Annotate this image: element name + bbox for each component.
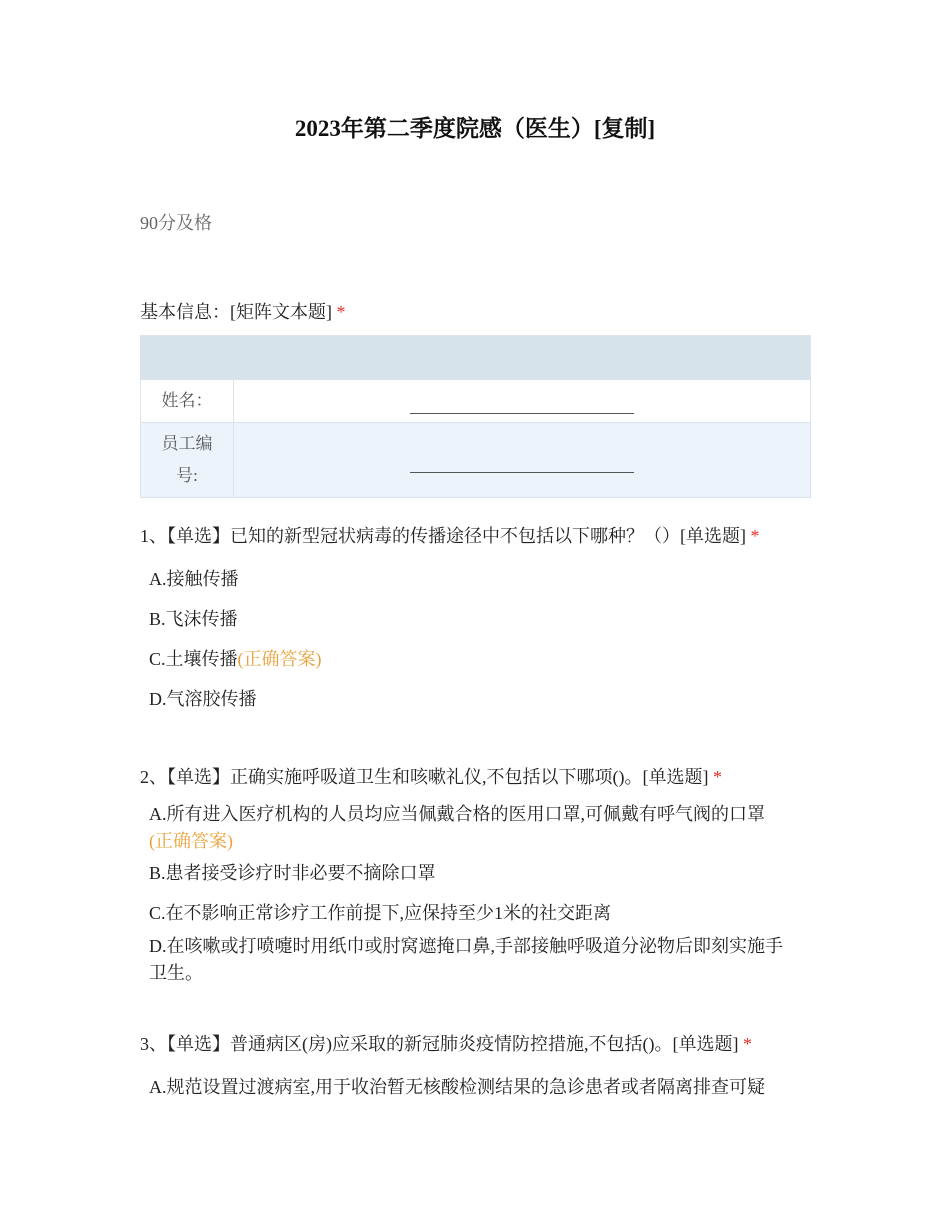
matrix-row-employee-id (141, 423, 811, 498)
employee-id-field[interactable] (234, 423, 811, 498)
q2-option-b[interactable] (149, 860, 799, 887)
blank-line (410, 452, 634, 473)
q1-option-c[interactable] (149, 646, 799, 673)
question-text: 1、【单选】已知的新型冠状病毒的传播途径中不包括以下哪种？（）[单选题] (140, 526, 746, 546)
option-text: D.在咳嗽或打喷嚏时用纸巾或肘窝遮掩口鼻,手部接触呼吸道分泌物后即刻实施手卫生。 (149, 936, 783, 983)
matrix-header-blank (141, 336, 234, 380)
option-text: B.飞沫传播 (149, 609, 238, 629)
survey-title: 2023年第二季度院感（医生）[复制] (294, 116, 656, 141)
q2-option-c[interactable] (149, 900, 799, 927)
q1-option-d[interactable] (149, 686, 799, 713)
option-text: C.在不影响正常诊疗工作前提下,应保持至少1米的社交距离 (149, 903, 612, 923)
required-mark: * (712, 767, 722, 787)
blank-line (410, 393, 634, 414)
matrix-row-label: 姓名： (141, 380, 234, 423)
question-2-title (140, 763, 820, 789)
option-text: C.土壤传播 (149, 649, 238, 669)
option-text: A.规范设置过渡病室,用于收治暂无核酸检测结果的急诊患者或者隔离排查可疑 (149, 1077, 765, 1097)
question-text: 3、【单选】普通病区(房)应采取的新冠肺炎疫情防控措施,不包括()。[单选题] (140, 1034, 739, 1054)
required-mark: * (750, 526, 760, 546)
q2-option-a[interactable] (149, 801, 799, 855)
correct-answer-tag: (正确答案) (237, 649, 322, 669)
question-text: 2、【单选】正确实施呼吸道卫生和咳嗽礼仪,不包括以下哪项()。[单选题] (140, 767, 709, 787)
q3-option-a[interactable] (149, 1074, 799, 1101)
name-field[interactable] (234, 380, 811, 423)
option-text: A.所有进入医疗机构的人员均应当佩戴合格的医用口罩,可佩戴有呼气阀的口罩 (149, 804, 765, 824)
q1-option-b[interactable] (149, 606, 799, 633)
matrix-row-name (141, 380, 811, 423)
option-text: A.接触传播 (149, 569, 239, 589)
option-text: B.患者接受诊疗时非必要不摘除口罩 (149, 863, 436, 883)
pass-note: 90分及格 (140, 213, 212, 233)
q1-option-a[interactable] (149, 566, 799, 593)
basic-info-label-text: 基本信息：[矩阵文本题] (140, 302, 332, 322)
basic-info-matrix (140, 335, 811, 498)
matrix-header-row (141, 336, 811, 380)
correct-answer-tag: (正确答案) (149, 831, 233, 851)
option-text: D.气溶胶传播 (149, 689, 257, 709)
required-mark: * (336, 302, 346, 322)
matrix-row-label-text: 员工编号: (161, 434, 213, 485)
q2-option-d[interactable] (149, 933, 794, 987)
question-3-title (140, 1030, 820, 1056)
matrix-header-field (234, 336, 811, 380)
basic-info-label (140, 298, 346, 324)
question-1-title (140, 522, 820, 548)
matrix-row-label (141, 423, 234, 498)
required-mark: * (742, 1034, 752, 1054)
